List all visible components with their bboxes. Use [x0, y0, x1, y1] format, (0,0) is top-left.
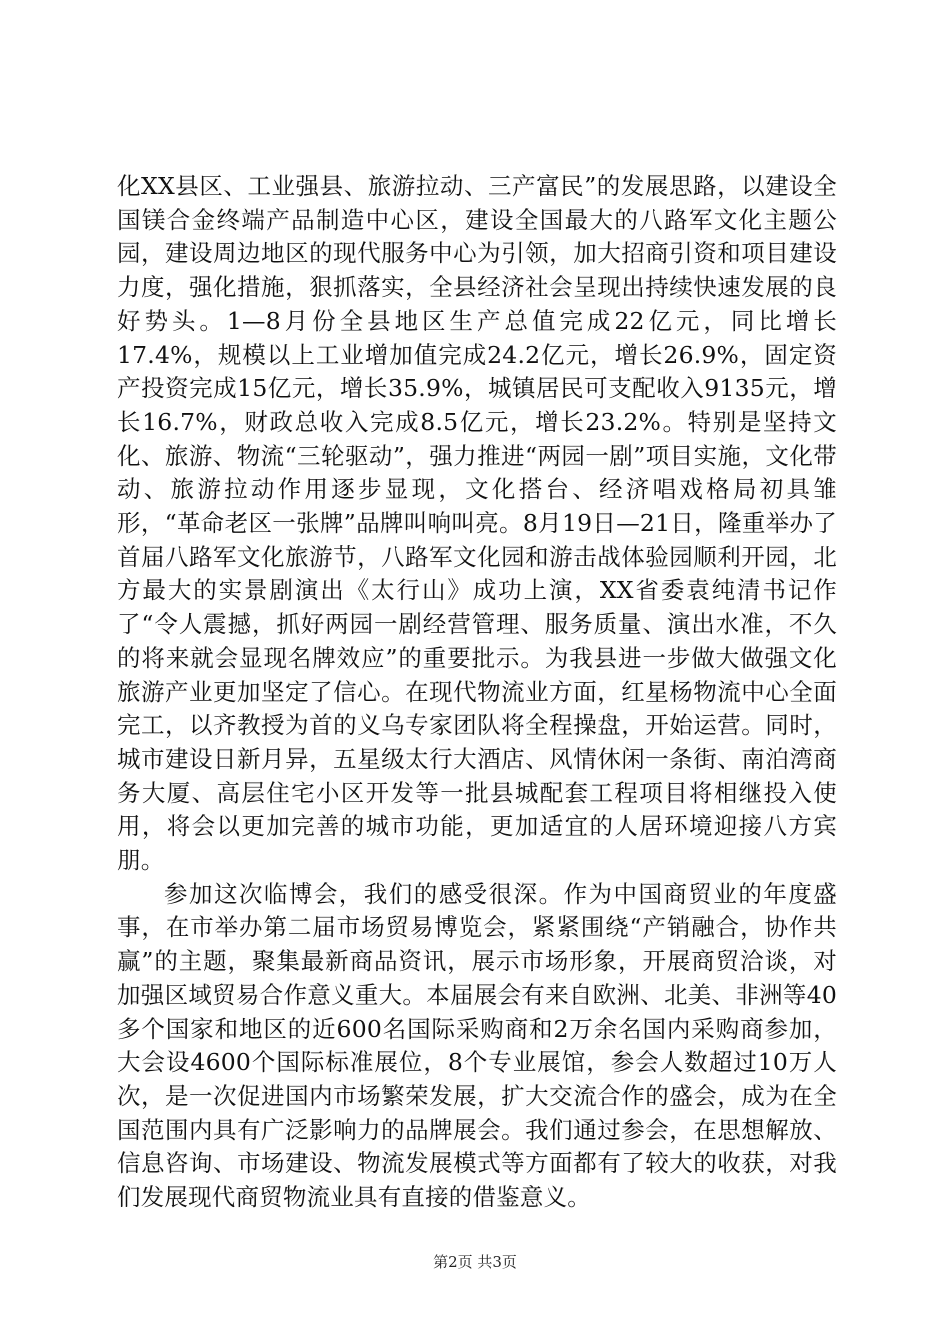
page-number-footer: 第2页 共3页	[433, 1253, 517, 1271]
document-body	[117, 170, 837, 1215]
paragraph-development-summary: 化XX县区、工业强县、旅游拉动、三产富民”的发展思路，以建设全国镁合金终端产品制造中心区，建设全国最大的八路军文化主题公园，建设周边地区的现代服务中心为引领，加大招商引资和项目建设力度，强化措施，狠抓落实，全县经济社会呈现出持续快速发展的良好势头。1—8月份全县地区生产总值完成22亿元，同比增长17.4%，规模以上工业增加值完成24.2亿元，增长26.9%，固定资产投资完成15亿元，增长35.9%，城镇居民可支配收入9135元，增长16.7%，财政总收入完成8.5亿元，增长23.2%。特别是坚持文化、旅游、物流“三轮驱动”，强力推进“两园一剧”项目实施，文化带动、旅游拉动作用逐步显现，文化搭台、经济唱戏格局初具雏形，“革命老区一张牌”品牌叫响叫亮。8月19日—21日，隆重举办了首届八路军文化旅游节，八路军文化园和游击战体验园顺利开园，北方最大的实景剧演出《太行山》成功上演，XX省委袁纯清书记作了“令人震撼，抓好两园一剧经营管理、服务质量、演出水准，不久的将来就会显现名牌效应”的重要批示。为我县进一步做大做强文化旅游产业更加坚定了信心。在现代物流业方面，红星杨物流中心全面完工，以齐教授为首的义乌专家团队将全程操盘，开始运营。同时，城市建设日新月异，五星级太行大酒店、风情休闲一条街、南泊湾商务大厦、高层住宅小区开发等一批县城配套工程项目将相继投入使用，将会以更加完善的城市功能，更加适宜的人居环境迎接八方宾朋。	[117, 172, 837, 875]
paragraph-expo-impressions: 参加这次临博会，我们的感受很深。作为中国商贸业的年度盛事，在市举办第二届市场贸易博览会，紧紧围绕“产销融合，协作共赢”的主题，聚集最新商品资讯，展示市场形象，开展商贸洽谈，对加强区域贸易合作意义重大。本届展会有来自欧洲、北美、非洲等40多个国家和地区的近600名国际采购商和2万余名国内采购商参加，大会设4600个国际标准展位，8个专业展馆，参会人数超过10万人次，是一次促进国内市场繁荣发展，扩大交流合作的盛会，成为在全国范围内具有广泛影响力的品牌展会。我们通过参会，在思想解放、信息咨询、市场建设、物流发展模式等方面都有了较大的收获，对我们发展现代商贸物流业具有直接的借鉴意义。	[117, 879, 837, 1212]
